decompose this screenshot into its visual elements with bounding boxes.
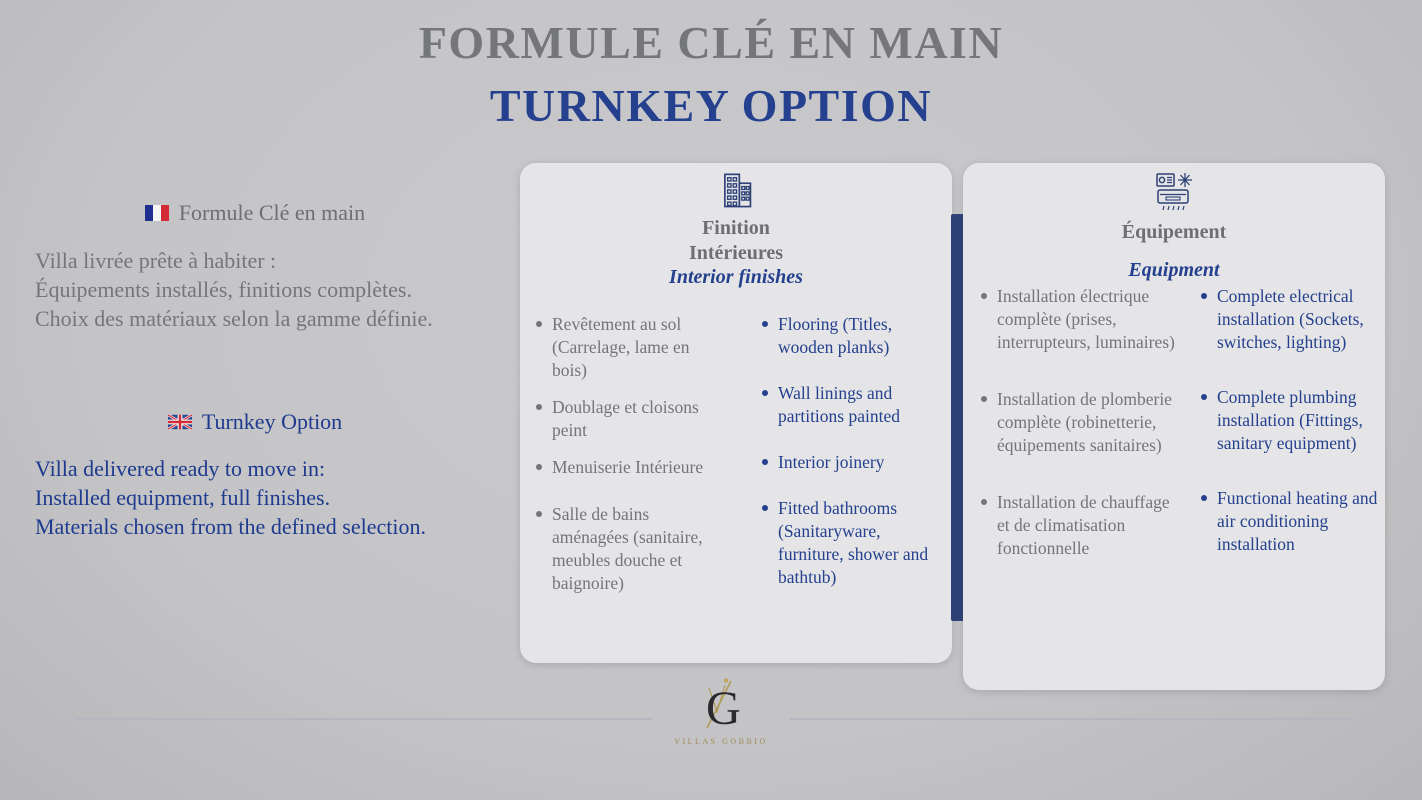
bullet-dot [981, 499, 987, 505]
intro-heading-english-label: Turnkey Option [201, 409, 343, 434]
footer-divider-right [790, 718, 1350, 720]
bullet-dot [536, 321, 542, 327]
list-item [762, 451, 944, 474]
card-title-english: Interior finishes [669, 266, 803, 288]
bullet-list-english [1201, 285, 1381, 556]
intro-line: Villa delivered ready to move in: [35, 456, 326, 481]
list-item-text: Menuiserie Intérieure [552, 457, 704, 477]
bullet-list-english [762, 313, 944, 589]
list-item [981, 388, 1191, 457]
bullet-list-french [981, 285, 1191, 560]
intro-paragraph-french [35, 246, 433, 333]
list-item [536, 503, 742, 595]
svg-text:G: G [706, 682, 741, 734]
buildings-icon [716, 171, 756, 211]
card-equipment [963, 163, 1385, 690]
list-item [536, 313, 742, 382]
bullet-dot [1201, 495, 1207, 501]
intro-paragraph-english [35, 454, 426, 541]
brand-name: VILLAS GOBBIO [674, 737, 768, 746]
france-flag-icon [145, 205, 169, 221]
list-item [1201, 386, 1381, 455]
intro-heading-french-label: Formule Clé en main [178, 200, 366, 225]
bullet-dot [762, 321, 768, 327]
intro-line: Installed equipment, full finishes. [35, 485, 331, 510]
list-item-text: Complete plumbing installation (Fittings, sanitary equipment) [1217, 387, 1363, 453]
list-item-text: Interior joinery [778, 452, 885, 472]
card-header [520, 163, 952, 289]
bullet-list-french [536, 313, 742, 595]
list-item-text: Installation de plomberie complète (robinetterie, équipements sanitaires) [997, 389, 1172, 455]
list-item-text: Salle de bains aménagées (sanitaire, meubles douche et baignoire) [552, 504, 703, 593]
list-item-text: Doublage et cloisons peint [552, 397, 699, 440]
list-item-text: Installation électrique complète (prises, interrupteurs, luminaires) [997, 286, 1175, 352]
list-item [1201, 487, 1381, 556]
card-title-french-line1: Équipement [1121, 221, 1227, 243]
air-conditioner-icon [1151, 171, 1197, 215]
list-item [1201, 285, 1381, 354]
bullet-dot [762, 459, 768, 465]
card-header [963, 163, 1385, 282]
intro-heading-english [30, 409, 480, 435]
list-item [762, 497, 944, 589]
brand-logo [652, 676, 790, 746]
bullet-dot [536, 464, 542, 470]
list-item [536, 396, 742, 442]
intro-line: Materials chosen from the defined selection. [35, 514, 426, 539]
page-title-french: FORMULE CLÉ EN MAIN [418, 17, 1004, 68]
list-item [981, 491, 1191, 560]
list-item [762, 313, 944, 359]
bullet-dot [981, 293, 987, 299]
bullet-dot [762, 505, 768, 511]
bullet-dot [536, 511, 542, 517]
intro-line: Équipements installés, finitions complètes. [35, 277, 412, 302]
list-item-text: Flooring (Titles, wooden planks) [778, 314, 893, 357]
list-item [536, 456, 742, 479]
bullet-dot [762, 390, 768, 396]
card-title-french-line2: Intérieures [688, 242, 784, 264]
villa-monogram-icon [676, 676, 766, 734]
list-item-text: Installation de chauffage et de climatisation fonctionnelle [997, 492, 1170, 558]
bullet-dot [1201, 394, 1207, 400]
card-title-french-line1: Finition [702, 217, 770, 239]
bullet-dot [536, 404, 542, 410]
card-title-english: Equipment [1128, 259, 1220, 281]
intro-line: Villa livrée prête à habiter : [35, 248, 277, 273]
intro-heading-french [30, 200, 480, 226]
page-title-english: TURNKEY OPTION [489, 80, 933, 131]
list-item-text: Functional heating and air conditioning installation [1217, 488, 1378, 554]
list-item [762, 382, 944, 428]
list-item-text: Complete electrical installation (Sockets, switches, lighting) [1217, 286, 1364, 352]
bullet-dot [981, 396, 987, 402]
card-interior-finishes [520, 163, 952, 663]
intro-line: Choix des matériaux selon la gamme définie. [35, 306, 433, 331]
uk-flag-icon [168, 414, 192, 430]
list-item-text: Fitted bathrooms (Sanitaryware, furniture, shower and bathtub) [778, 498, 929, 587]
bullet-dot [1201, 293, 1207, 299]
list-item-text: Revêtement au sol (Carrelage, lame en bois) [552, 314, 690, 380]
footer-divider-left [75, 718, 652, 720]
list-item-text: Wall linings and partitions painted [778, 383, 900, 426]
list-item [981, 285, 1191, 354]
